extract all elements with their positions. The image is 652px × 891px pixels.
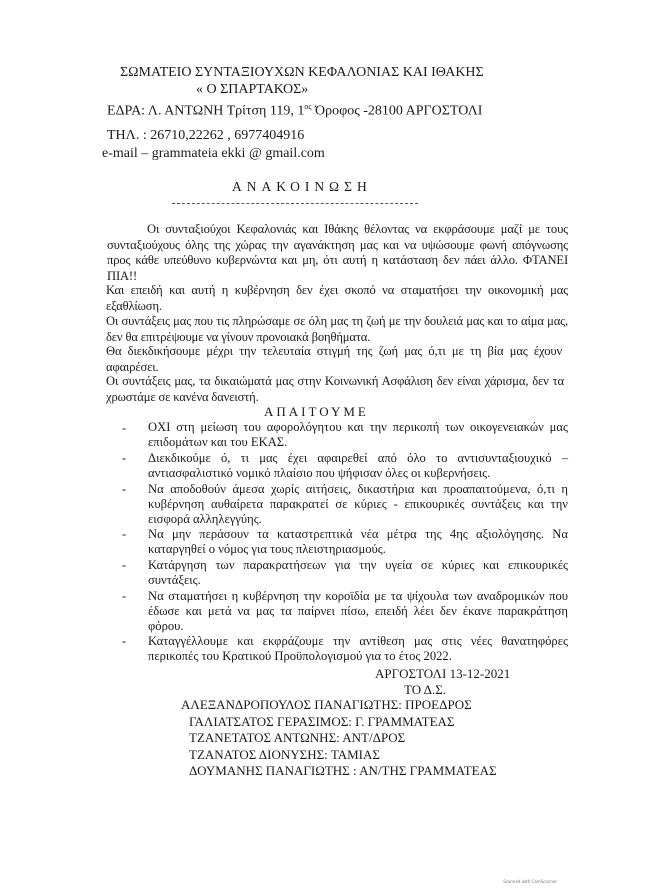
intro-paragraph-1: Οι συνταξιούχοι Κεφαλονιάς και Ιθάκης θέλοντας να εκφράσουμε μαζί με τους συνταξιούχους όλης της χώρας την αγανάκτηση μας και να υψώσουμε φωνή απόγνωσης προς κάθε υπεύθυνο κυβερνώντα και μη, ότι αυτή η κατάσταση δεν πάει άλλο. ΦΤΑΝΕΙ ΠΙΑ!!: [107, 222, 568, 283]
phone-line: ΤΗΛ. : 26710,22262 , 6977404916: [107, 128, 305, 143]
intro-paragraph-4: Θα διεκδικήσουμε μέχρι την τελευταία στιγμή της ζωή μας ό,τι με τη βία μας έχουν αφαιρέσει.: [106, 344, 562, 374]
intro-paragraph-5: Οι συντάξεις μας, τα δικαιώματά μας στην Κοινωνική Ασφάλιση δεν είναι χάρισμα, δεν τα χρωστάμε σε κανένα δανειστή.: [106, 374, 564, 404]
demands-heading: ΑΠΑΙΤΟΥΜΕ: [264, 404, 369, 419]
scanner-watermark: Scanned with CamScanner: [503, 879, 557, 884]
date-line: ΑΡΓΟΣΤΟΛΙ 13-12-2021: [375, 666, 511, 681]
demand-item-3: Να αποδοθούν άμεσα χωρίς αιτήσεις, δικαστήρια και προαπαιτούμενα, ό,τι η κυβέρνηση αυθαίρετα παρακρατεί σε κύριες - επικουρικές συντάξεις και την εισφορά αλληλεγγύης.: [148, 482, 568, 527]
signatory-president: ΑΛΕΞΑΝΔΡΟΠΟΥΛΟΣ ΠΑΝΑΓΙΩΤΗΣ: ΠΡΟΕΔΡΟΣ: [181, 697, 472, 712]
address-text-2: Όροφος -28100 ΑΡΓΟΣΤΟΛΙ: [311, 103, 483, 119]
demand-item-2: Διεκδικούμε ό, τι μας έχει αφαιρεθεί από όλο το αντισυνταξιουχικό – αντιασφαλιστικό νομικό πλαίσιο που ψήφισαν όλες οι κυβερνήσεις.: [148, 451, 568, 481]
bullet-marker: -: [122, 482, 127, 496]
demand-item-1: ΟΧΙ στη μείωση του αφορολόγητου και την περικοπή των οικογενειακών μας επιδομάτων και του ΕΚΑΣ.: [148, 420, 568, 450]
title-underline: [172, 203, 418, 204]
bullet-marker: -: [122, 451, 127, 465]
demand-item-6: Να σταματήσει η κυβέρνηση την κοροϊδία με τα ψίχουλα των αναδρομικών που έδωσε και μετά να μας τα παίρνει πίσω, επειδή λέει δεν έκανε παρακράτηση φόρου.: [148, 589, 568, 634]
demand-item-4: Να μην περάσουν τα καταστρεπτικά νέα μέτρα της 4ης αξιολόγησης. Να καταργηθεί ο νόμος για τους πλειστηριασμούς.: [148, 527, 568, 557]
signatory-vice-president: ΤΖΑΝΕΤΑΤΟΣ ΑΝΤΩΝΗΣ: ΑΝΤ/ΔΡΟΣ: [189, 730, 406, 745]
intro-paragraph-3: Οι συντάξεις μας που τις πληρώσαμε σε όλη μας τη ζωή με την δουλειά μας και το αίμα μας, δεν θα επιτρέψουμε να γίνουν προνοιακά βοηθήματα.: [106, 314, 568, 344]
bullet-marker: -: [122, 589, 127, 603]
bullet-marker: -: [122, 421, 127, 435]
announcement-title: ΑΝΑΚΟΙΝΩΣΗ: [232, 179, 372, 194]
signatory-treasurer: ΤΖΑΝΑΤΟΣ ΔΙΟΝΥΣΗΣ: ΤΑΜΙΑΣ: [189, 747, 380, 762]
signatory-deputy-secretary: ΔΟΥΜΑΝΗΣ ΠΑΝΑΓΙΩΤΗΣ : ΑΝ/ΤΗΣ ΓΡΑΜΜΑΤΕΑΣ: [189, 763, 497, 778]
intro-paragraph-2: Και επειδή και αυτή η κυβέρνηση δεν έχει σκοπό να σταματήσει την οικονομική μας εξαθλίωση.: [106, 283, 568, 313]
bullet-marker: -: [122, 558, 127, 572]
bullet-marker: -: [122, 634, 127, 648]
board-line: ΤΟ Δ.Σ.: [404, 682, 447, 697]
address-text: ΕΔΡΑ: Λ. ΑΝΤΩΝΗ Τρίτση 119, 1: [107, 103, 305, 119]
demand-item-5: Κατάργηση των παρακρατήσεων για την υγεία σε κύριες και επικουρικές συντάξεις.: [148, 558, 568, 588]
association-nickname: « Ο ΣΠΑΡΤΑΚΟΣ»: [196, 82, 309, 97]
demand-item-7: Καταγγέλλουμε και εκφράζουμε την αντίθεση μας στις νέες θανατηφόρες περικοπές του Κρατικού Προϋπολογισμού για το έτος 2022.: [148, 634, 568, 664]
address-line: [107, 99, 482, 120]
floor-superscript: ος: [304, 102, 312, 111]
signatory-secretary: ΓΑΛΙΑΤΣΑΤΟΣ ΓΕΡΑΣΙΜΟΣ: Γ. ΓΡΑΜΜΑΤΕΑΣ: [189, 714, 455, 729]
bullet-marker: -: [122, 527, 127, 541]
association-name: ΣΩΜΑΤΕΙΟ ΣΥΝΤΑΞΙΟΥΧΩΝ ΚΕΦΑΛΟΝΙΑΣ ΚΑΙ ΙΘΑΚΗΣ: [120, 65, 484, 80]
email-line: e-mail – grammateia ekki @ gmail.com: [102, 146, 325, 161]
